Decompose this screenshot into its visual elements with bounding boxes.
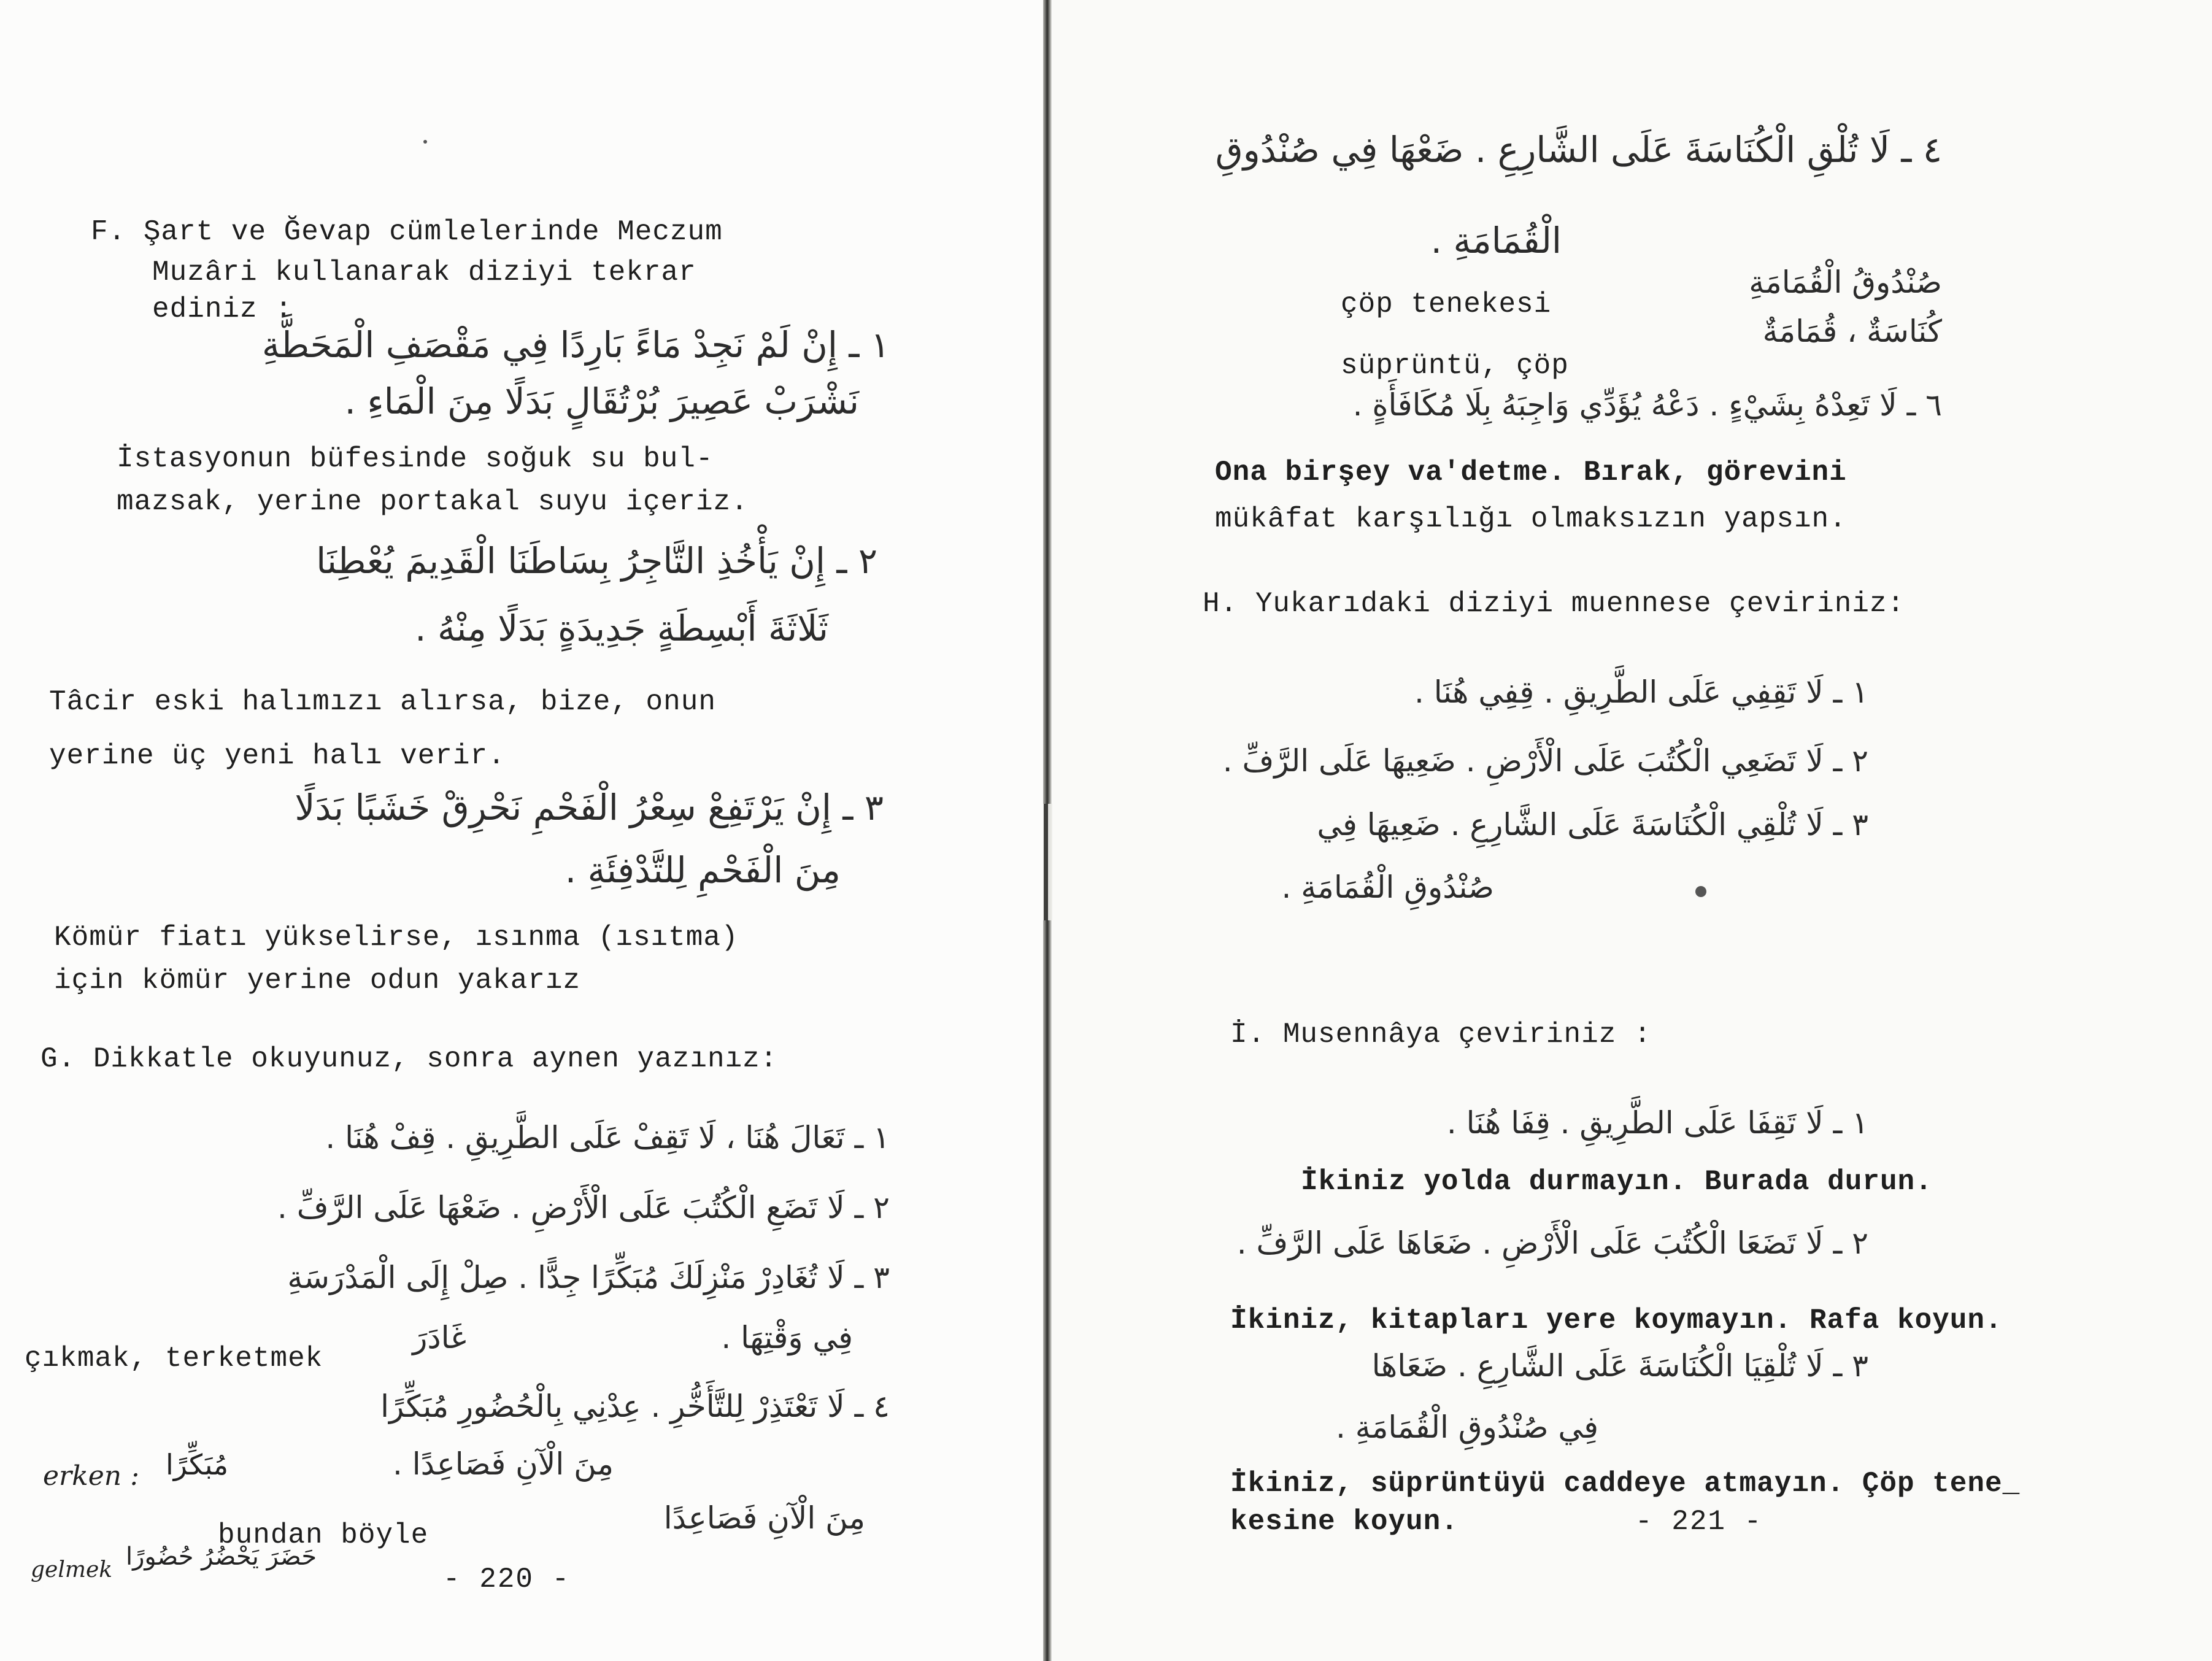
g-line4-continued: مِنَ الْآنِ فَصَاعِدًا .: [392, 1446, 614, 1482]
gloss1-arabic: صُنْدُوقُ الْقُمَامَةِ: [1749, 264, 1942, 300]
i-line3-arabic-line2: فِي صُنْدُوقِ الْقُمَامَةِ .: [1335, 1409, 1598, 1445]
i-line1-arabic: ١ ـ لَا تَقِفَا عَلَى الطَّرِيقِ . قِفَا هُنَا .: [1446, 1105, 1868, 1141]
i-line1-turkish: İkiniz yolda durmayın. Burada durun.: [1301, 1166, 1933, 1198]
left-page: [0, 0, 1043, 1661]
section-h-heading: H. Yukarıdaki diziyi muennese çeviriniz:: [1203, 588, 1905, 620]
section-f-heading-line1: F. Şart ve Ğevap cümlelerinde Meczum: [91, 216, 723, 248]
left-page-number: - 220 -: [443, 1563, 571, 1595]
h-line3: ٣ ـ لَا تُلْقِي الْكُنَاسَةَ عَلَى الشَّارِعِ . ضَعِيهَا فِي: [1317, 807, 1868, 842]
speck: [423, 140, 427, 144]
gloss2-arabic: كُنَاسَةٌ ، قُمَامَةٌ: [1762, 314, 1942, 349]
ink-spot: [1695, 886, 1706, 897]
top-turkish-line2: mükâfat karşılığı olmaksızın yapsın.: [1215, 503, 1847, 535]
right-page: [1052, 0, 2212, 1661]
section-i-heading: İ. Musennâya çeviriniz :: [1230, 1019, 1652, 1050]
f-example2-turkish-line2: yerine üç yeni halı verir.: [49, 740, 506, 772]
g-line3-continued: فِي وَقْتِهَا .: [721, 1320, 853, 1355]
gloss2-turkish: süprüntü, çöp: [1341, 350, 1569, 382]
h-line3-continued: صُنْدُوقِ الْقُمَامَةِ .: [1281, 869, 1494, 905]
handwritten-erken-arabic: مُبَكِّرًا: [166, 1448, 229, 1481]
f-example3-arabic-line2: مِنَ الْفَحْمِ لِلتَّدْفِئَةِ .: [565, 849, 841, 891]
h-line1: ١ ـ لَا تَقِفِي عَلَى الطَّرِيقِ . قِفِي هُنَا .: [1414, 674, 1868, 710]
handwritten-gelmek: gelmek: [31, 1557, 113, 1582]
handwritten-erken: erken :: [43, 1460, 139, 1492]
f-example2-arabic-line1: ٢ ـ إِنْ يَأْخُذِ التَّاجِرُ بِسَاطَنَا الْقَدِيمَ يُعْطِنَا: [316, 540, 877, 582]
top-arabic-line1: ٤ ـ لَا تُلْقِ الْكُنَاسَةَ عَلَى الشَّارِعِ . ضَعْهَا فِي صُنْدُوقِ: [1215, 129, 1942, 171]
g-line1: ١ ـ تَعَالَ هُنَا ، لَا تَقِفْ عَلَى الطَّرِيقِ . قِفْ هُنَا .: [325, 1120, 890, 1155]
g-line4: ٤ ـ لَا تَعْتَذِرْ لِلتَّأَخُّرِ . عِدْنِي بِالْحُضُورِ مُبَكِّرًا: [380, 1389, 890, 1424]
handwritten-gelmek-arabic: حَضَرَ يَحْضُرُ حُضُورًا: [126, 1543, 317, 1571]
f-example1-turkish-line2: mazsak, yerine portakal suyu içeriz.: [117, 486, 749, 518]
i-line3-arabic-line1: ٣ ـ لَا تُلْقِيَا الْكُنَاسَةَ عَلَى الشَّارِعِ . ضَعَاهَا: [1371, 1348, 1868, 1384]
i-line3-turkish-line1: İkiniz, süprüntüyü caddeye atmayın. Çöp tene_: [1230, 1468, 2021, 1500]
g-line2: ٢ ـ لَا تَضَعِ الْكُتُبَ عَلَى الْأَرْضِ . ضَعْهَا عَلَى الرَّفِّ .: [277, 1190, 890, 1225]
i-line2-turkish: İkiniz, kitapları yere koymayın. Rafa koyun.: [1230, 1305, 2003, 1336]
g-line3: ٣ ـ لَا تُغَادِرْ مَنْزِلَكَ مُبَكِّرًا جِدًّا . صِلْ إِلَى الْمَدْرَسَةِ: [287, 1260, 890, 1295]
g-gloss-turkish: çıkmak, terketmek: [25, 1343, 323, 1374]
f-example3-turkish-line2: için kömür yerine odun yakarız: [54, 965, 581, 996]
gloss1-turkish: çöp tenekesi: [1341, 288, 1552, 320]
top-arabic-line2: الْقُمَامَةِ .: [1430, 220, 1562, 261]
f-example1-arabic-line1: ١ ـ إِنْ لَمْ نَجِدْ مَاءً بَارِدًا فِي مَقْصَفِ الْمَحَطَّةِ: [261, 324, 890, 366]
g-bundan-boyle: bundan böyle: [218, 1519, 429, 1551]
section-f-heading-line3: ediniz :: [152, 293, 293, 325]
i-line2-arabic: ٢ ـ لَا تَضَعَا الْكُتُبَ عَلَى الْأَرْضِ . ضَعَاهَا عَلَى الرَّفِّ .: [1236, 1225, 1868, 1261]
top-arabic-line3: ٦ ـ لَا تَعِدْهُ بِشَيْءٍ . دَعْهُ يُؤَدِّي وَاجِبَهُ بِلَا مُكَافَأَةٍ .: [1352, 387, 1942, 423]
h-line2: ٢ ـ لَا تَضَعِي الْكُتُبَ عَلَى الْأَرْضِ . ضَعِيهَا عَلَى الرَّفِّ .: [1222, 743, 1868, 779]
section-f-heading-line2: Muzâri kullanarak diziyi tekrar: [152, 256, 696, 288]
right-page-number: - 221 -: [1635, 1506, 1763, 1538]
g-line4-repeat: مِنَ الْآنِ فَصَاعِدًا: [663, 1500, 865, 1536]
f-example1-turkish-line1: İstasyonun büfesinde soğuk su bul-: [117, 443, 714, 475]
g-gloss-arabic: غَادَرَ: [412, 1320, 466, 1355]
f-example3-turkish-line1: Kömür fiatı yükselirse, ısınma (ısıtma): [54, 922, 739, 954]
f-example3-arabic-line1: ٣ ـ إِنْ يَرْتَفِعْ سِعْرُ الْفَحْمِ نَحْرِقْ خَشَبًا بَدَلًا: [295, 787, 884, 828]
section-g-heading: G. Dikkatle okuyunuz, sonra aynen yazınız:: [40, 1043, 778, 1075]
i-line3-turkish-line2: kesine koyun.: [1230, 1506, 1459, 1538]
f-example2-turkish-line1: Tâcir eski halımızı alırsa, bize, onun: [49, 686, 716, 718]
f-example1-arabic-line2: نَشْرَبْ عَصِيرَ بُرْتُقَالٍ بَدَلًا مِنَ الْمَاءِ .: [344, 380, 859, 422]
f-example2-arabic-line2: ثَلَاثَةَ أَبْسِطَةٍ جَدِيدَةٍ بَدَلًا مِنْهُ .: [415, 607, 828, 649]
top-turkish-line1: Ona birşey va'detme. Bırak, görevini: [1215, 457, 1847, 488]
